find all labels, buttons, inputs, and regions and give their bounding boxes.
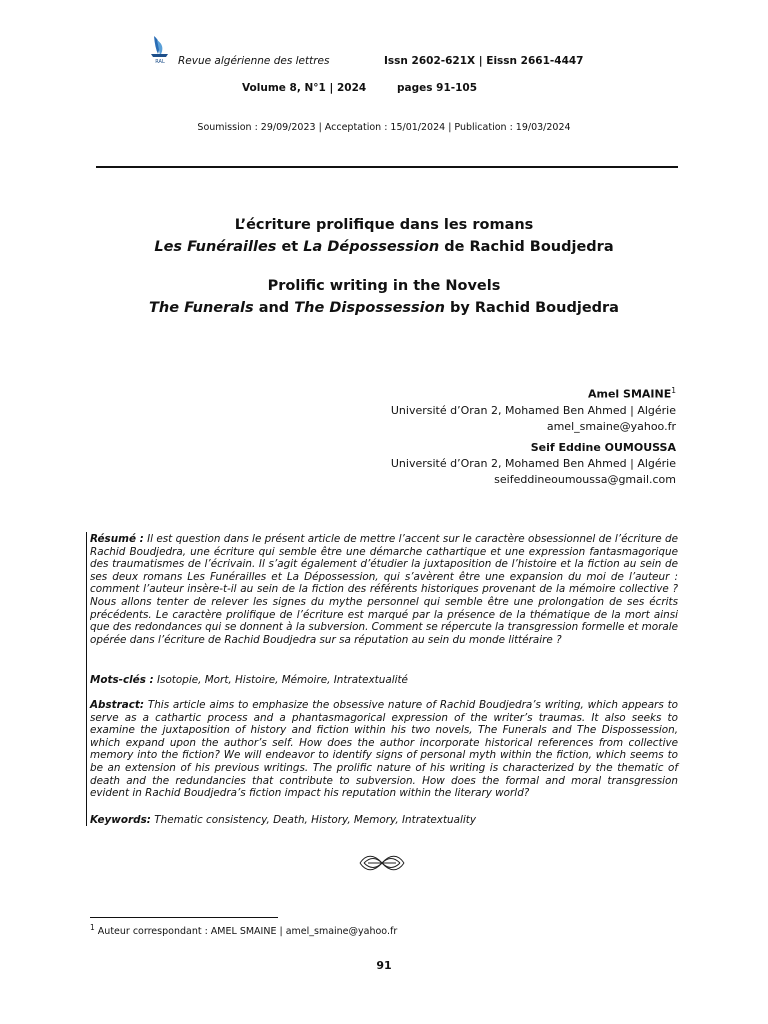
author-email[interactable]: seifeddineoumoussa@gmail.com [494, 473, 676, 486]
resume-paragraph [90, 533, 678, 646]
ornament-divider [358, 852, 406, 874]
abstract-paragraph [90, 699, 678, 800]
author-email[interactable]: amel_smaine@yahoo.fr [546, 419, 676, 433]
issn: Issn 2602-621X | Eissn 2661-4447 [384, 55, 584, 67]
abstract-label: Abstract: [90, 699, 145, 711]
volume-info: Volume 8, N°1 | 2024 [242, 82, 367, 94]
footnote [90, 923, 397, 937]
title-french-line1: L’écriture prolifique dans les romans [234, 217, 534, 233]
title-french-line2: Les Funérailles et La Dépossession de Rachid Boudjedra [154, 239, 614, 255]
journal-name: Revue algérienne des lettres [178, 55, 330, 67]
keywords-paragraph [90, 814, 678, 827]
mots-cles-paragraph [90, 674, 678, 687]
abstract-text: This article aims to emphasize the obsessive nature of Rachid Boudjedra’s writing, which appears to serve as a cathartic process and a phantasmagorical expression of the writer’s traumas. It also seeks to examine the juxtaposition of history and fiction within his two novels, The Funerals and The Dispossession, which expand upon the author’s self. How does the author incorporate historical references from collective memory into the fiction? We will endeavor to identify signs of personal myth within the fiction, which seems to be an extension of his previous writings. The prolific nature of his writing is characterized by the thematic of death and the redundancies that contribute to subversion. How does the formal and moral transgression evident in Rachid Boudjedra’s fiction impact his reputation within the literary world? [90, 699, 678, 800]
svg-text:RAL: RAL [155, 59, 165, 65]
page-number: 91 [376, 959, 392, 972]
title-french [0, 214, 768, 258]
title-english-line2: The Funerals and The Dispossession by Rachid Boudjedra [149, 300, 619, 316]
footnote-marker: 1 [90, 923, 95, 932]
submission-dates: Soumission : 29/09/2023 | Acceptation : 15/01/2024 | Publication : 19/03/2024 [197, 122, 571, 133]
author-2 [256, 440, 676, 488]
mots-cles-text: Isotopie, Mort, Histoire, Mémoire, Intratextualité [153, 674, 408, 686]
author-affiliation: Université d’Oran 2, Mohamed Ben Ahmed | Algérie [390, 457, 676, 470]
author-name: Seif Eddine OUMOUSSA [530, 441, 676, 454]
mots-cles-label: Mots-clés : [90, 674, 154, 686]
page-range: pages 91-105 [397, 82, 478, 94]
author-name: Amel SMAINE$^1$ [587, 386, 676, 401]
keywords-label: Keywords: [90, 814, 151, 826]
keywords-text: Thematic consistency, Death, History, Memory, Intratextuality [150, 814, 476, 826]
author-1 [256, 383, 676, 435]
footnote-text: Auteur correspondant : AMEL SMAINE | amel_smaine@yahoo.fr [94, 926, 398, 938]
author-affiliation: Université d’Oran 2, Mohamed Ben Ahmed | Algérie [390, 403, 676, 417]
footnote-divider [90, 917, 278, 918]
title-english [0, 275, 768, 319]
resume-label: Résumé : [90, 533, 144, 545]
header-divider [96, 166, 678, 168]
abstract-side-bar [86, 532, 87, 826]
resume-text: Il est question dans le présent article de mettre l’accent sur le caractère obsessionnel de l’écriture de Rachid Boudjedra, une écriture qui semble être une démarche cathartique et une expression fantasmagorique des traumatismes de l’écrivain. Il s’agit également d’étudier la juxtaposition de l’histoire et la fiction au sein de ses deux romans Les Funérailles et La Dépossession, qui s’avèrent être une expansion du moi de l’auteur : comment l’auteur insère-t-il au sein de la fiction des référents historiques provenant de la mémoire collective ? Nous allons tenter de relever les signes du mythe personnel qui semble être une prolongation de ses écrits précédents. Le caractère prolifique de l’écriture est marqué par la présence de la thématique de la mort ainsi que des redondances qui se donnent à la subversion. Comment se répercute la transgression formelle et morale opérée dans l’écriture de Rachid Boudjedra sur sa réputation au sein du monde littéraire ? [90, 533, 678, 646]
title-english-line1: Prolific writing in the Novels [267, 278, 501, 294]
journal-logo [146, 34, 174, 66]
